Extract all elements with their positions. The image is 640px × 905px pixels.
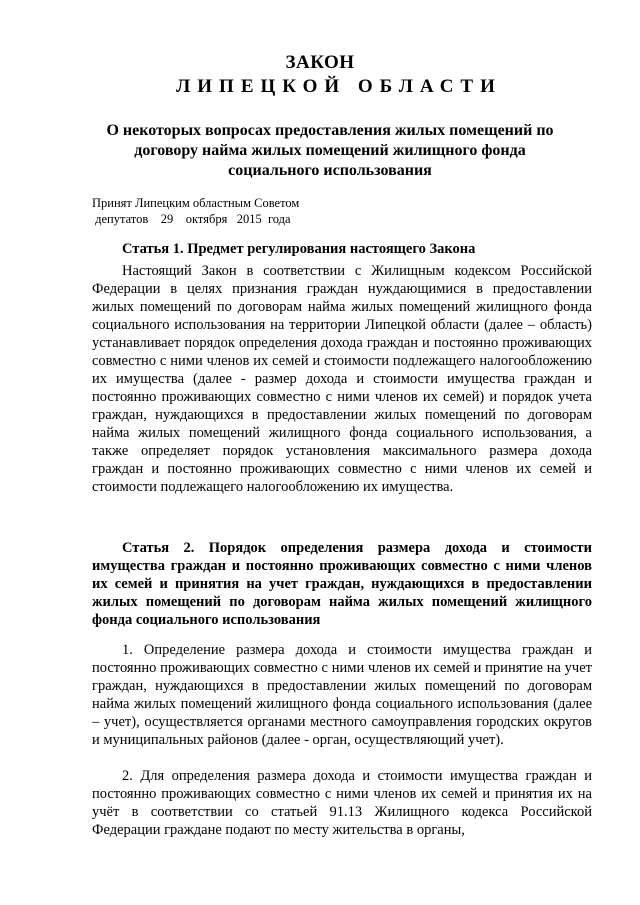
law-title: ЗАКОН xyxy=(285,52,355,73)
article-1-paragraph: Настоящий Закон в соответствии с Жилищным кодексом Российской Федерации в целях признания граждан нуждающимися в предоставлении жилых помещений по договорам найма жилых помещений жилищного фонда социального использования на территории Липецкой области (далее – область) устанавливает порядок определения дохода граждан и постоянно проживающих совместно с ними членов их семей и стоимости подлежащего налогообложению их имущества (далее - размер дохода и стоимости имущества граждан и постоянно проживающих совместно с ними членов их семей) и порядок учета граждан, нуждающихся в предоставлении жилых помещений по договорам найма жилых помещений жилищного фонда социального использования, а также определяет порядок установления максимального размера дохода граждан и постоянно проживающих совместно с ними членов их семей и стоимости подлежащего налогообложению их имущества. xyxy=(92,263,592,495)
law-subject: О некоторых вопросах предоставления жилых помещений по договору найма жилых помещений жилищного фонда социального использования xyxy=(106,122,554,179)
article-2-item-2: 2. Для определения размера дохода и стоимости имущества граждан и постоянно проживающих совместно с ними членов их семей и принятия их на учёт в соответствии со статьей 91.13 Жилищного кодекса Российской Федерации граждане подают по месту жительства в органы, xyxy=(92,768,592,838)
article-2-item-1: 1. Определение размера дохода и стоимости имущества граждан и постоянно проживающих совместно с ними членов их семей и принятие на учет граждан, нуждающихся в предоставлении жилых помещений по договорам найма жилых помещений жилищного фонда социального использования (далее – учет), осуществляется органами местного самоуправления городских округов и муниципальных районов (далее - орган, осуществляющий учет). xyxy=(92,642,592,748)
article-1-heading: Статья 1. Предмет регулирования настоящего Закона xyxy=(122,241,476,257)
adoption-note xyxy=(92,195,299,227)
adoption-note-line2: депутатов 29 октября 2015 года xyxy=(92,212,291,226)
law-region: ЛИПЕЦКОЙ ОБЛАСТИ xyxy=(176,76,502,97)
article-2-heading: Статья 2. Порядок определения размера дохода и стоимости имущества граждан и постоянно проживающих совместно с ними членов их семей и принятия на учет граждан, нуждающихся в предоставлении жилых помещений по договорам найма жилых помещений жилищного фонда социального использования xyxy=(92,540,592,628)
adoption-note-line1: Принят Липецким областным Советом xyxy=(92,196,300,210)
